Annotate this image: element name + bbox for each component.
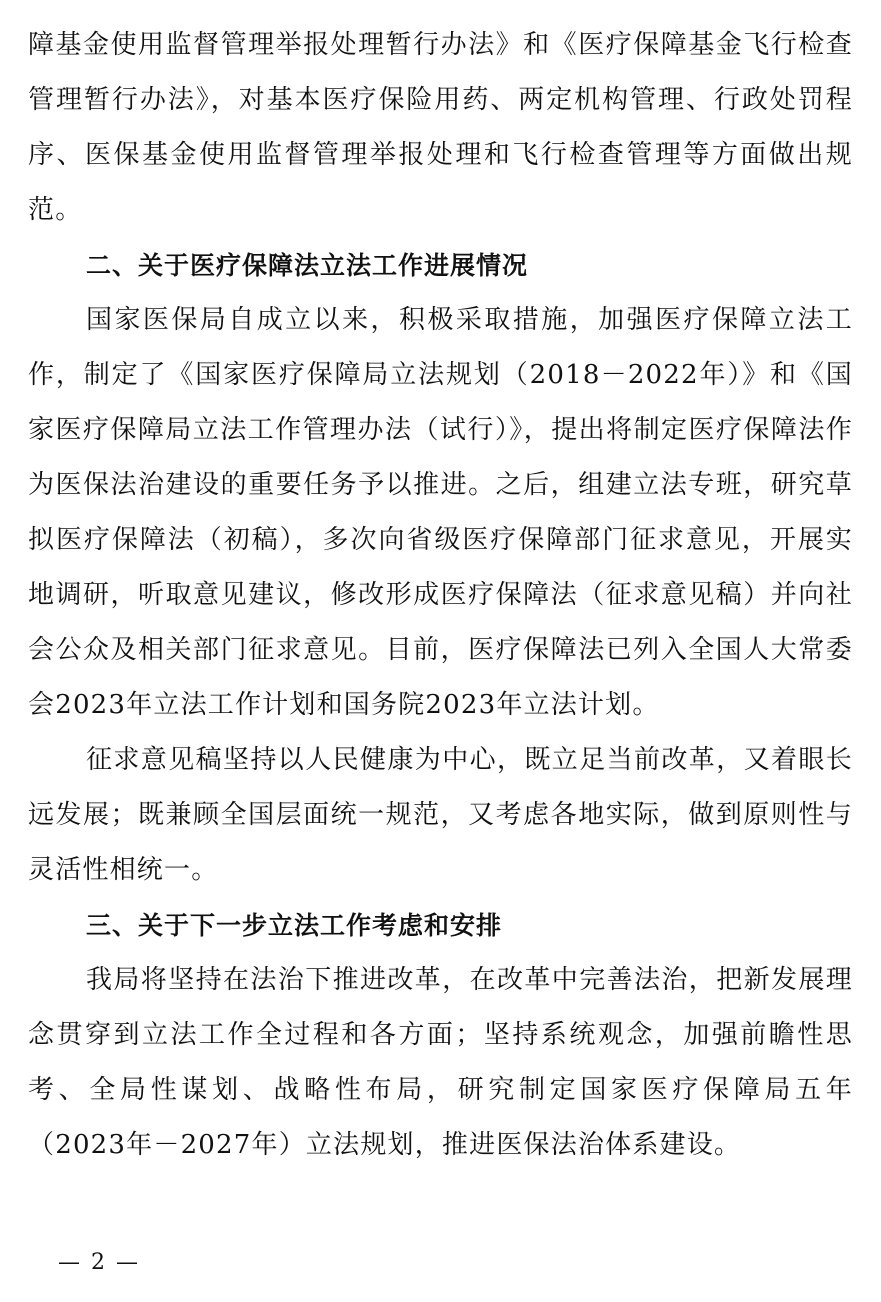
paragraph-draft-principles: 征求意见稿坚持以人民健康为中心，既立足当前改革，又着眼长远发展；既兼顾全国层面统一规范，又考虑各地实际，做到原则性与灵活性相统一。	[28, 745, 853, 885]
section-heading-2: 二、关于医疗保障法立法工作进展情况	[86, 251, 529, 280]
section-heading-3: 三、关于下一步立法工作考虑和安排	[86, 911, 503, 940]
document-page	[28, 18, 853, 1173]
paragraph-legislation-progress: 国家医保局自成立以来，积极采取措施，加强医疗保障立法工作，制定了《国家医疗保障局立法规划（2018－2022年）》和《国家医疗保障局立法工作管理办法（试行）》，提出将制定医疗保障法作为医保法治建设的重要任务予以推进。之后，组建立法专班，研究草拟医疗保障法（初稿），多次向省级医疗保障部门征求意见，开展实地调研，听取意见建议，修改形成医疗保障法（征求意见稿）并向社会公众及相关部门征求意见。目前，医疗保障法已列入全国人大常委会2023年立法工作计划和国务院2023年立法计划。	[28, 305, 853, 720]
page-number: — 2 —	[58, 1250, 140, 1275]
paragraph-continued: 障基金使用监督管理举报处理暂行办法》和《医疗保障基金飞行检查管理暂行办法》，对基本医疗保险用药、两定机构管理、行政处罚程序、医保基金使用监督管理举报处理和飞行检查管理等方面做出规范。	[28, 30, 853, 225]
paragraph-next-steps: 我局将坚持在法治下推进改革，在改革中完善法治，把新发展理念贯穿到立法工作全过程和各方面；坚持系统观念，加强前瞻性思考、全局性谋划、战略性布局，研究制定国家医疗保障局五年（2023年－2027年）立法规划，推进医保法治体系建设。	[28, 965, 853, 1160]
